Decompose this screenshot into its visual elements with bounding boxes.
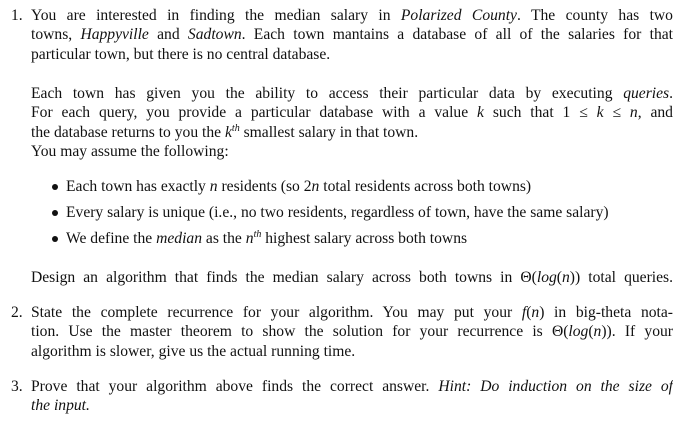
- question-2-number: 2.: [11, 304, 23, 321]
- question-1-number: 1.: [11, 7, 23, 24]
- question-1-intro: [31, 6, 673, 64]
- q1-queries-line-2: For each query, you provide a particular database with a value k such that 1 ≤ k ≤ n, and: [31, 104, 673, 122]
- q2-line-1: State the complete recurrence for your algorithm. You may put your f(n) in big-theta nota-: [31, 304, 673, 321]
- question-1-task: [31, 268, 673, 287]
- assumption-item-2: Every salary is unique (i.e., no two residents, regardless of town, have the same salary): [52, 203, 682, 229]
- q3-line-2: the input.: [31, 397, 90, 415]
- q1-queries-line-3: the database returns to you the $k^{th}$ smallest salary in that town.: [31, 122, 419, 141]
- q1-queries-line-1: Each town has given you the ability to access their particular data by executing queries.: [31, 85, 673, 102]
- q1-intro-line-1: You are interested in finding the median salary in Polarized County. The county has two: [31, 7, 673, 24]
- assumption-item-1: Each town has exactly n residents (so 2n total residents across both towns): [52, 177, 682, 203]
- assumptions-list: [52, 177, 682, 255]
- q1-queries-line-4: You may assume the following:: [31, 142, 229, 160]
- q2-line-2: tion. Use the master theorem to show the solution for your recurrence is Θ(log(n)). If your: [31, 323, 673, 341]
- assumption-item-3: We define the median as the $n^{th}$ highest salary across both towns: [52, 229, 682, 255]
- bullet-icon: [52, 210, 58, 216]
- q1-task-line: Design an algorithm that finds the median salary across both towns in Θ(log(n)) total queries.: [31, 269, 673, 286]
- bullet-icon: [52, 184, 58, 190]
- bullet-icon: [52, 236, 58, 242]
- q1-intro-line-3: particular town, but there is no central database.: [31, 45, 331, 63]
- question-2-text: [31, 303, 673, 361]
- q2-line-3: algorithm is slower, give us the actual running time.: [31, 342, 356, 360]
- question-3-number: 3.: [11, 378, 23, 395]
- question-3-text: [31, 377, 673, 416]
- question-1-queries-paragraph: [31, 84, 673, 161]
- q3-line-1: Prove that your algorithm above finds the correct answer. Hint: Do induction on the size of: [31, 378, 673, 395]
- q1-intro-line-2: towns, Happyville and Sadtown. Each town mantains a database of all of the salaries for that: [31, 26, 673, 44]
